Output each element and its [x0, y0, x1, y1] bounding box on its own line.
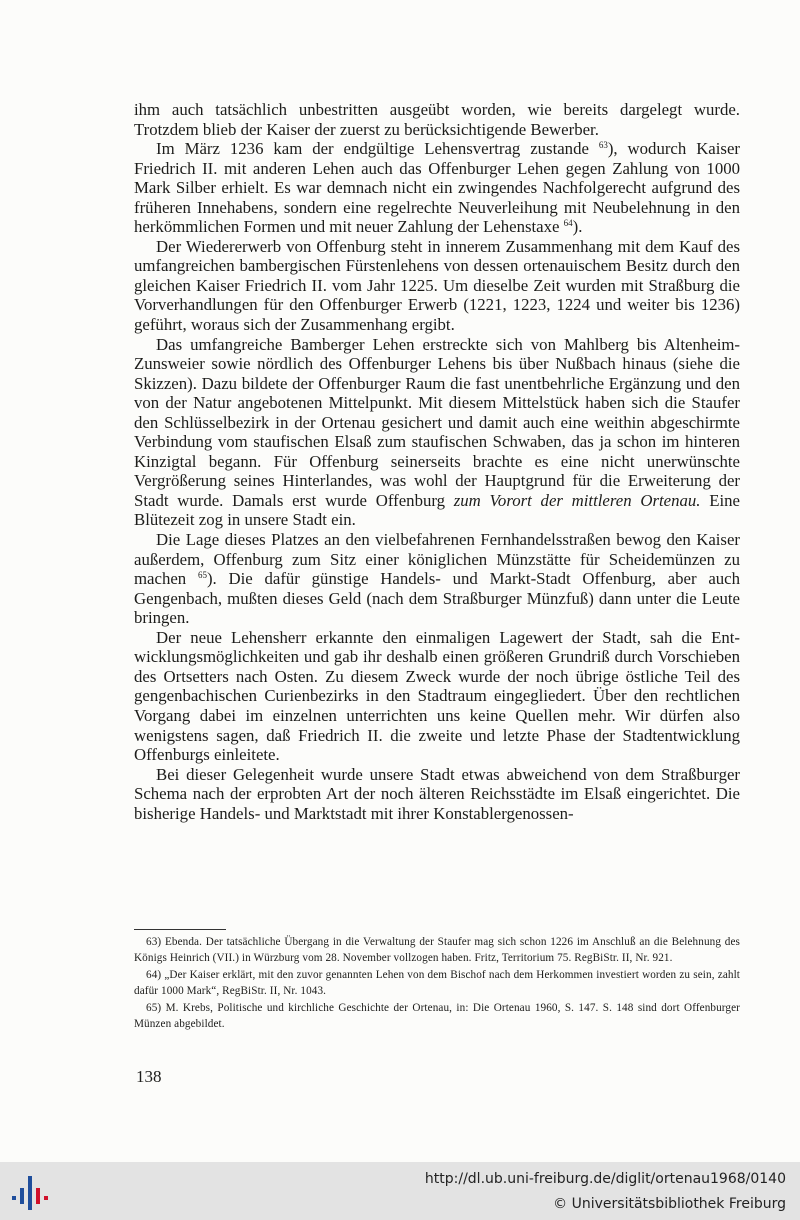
paragraph-text: Der Wiedererwerb von Offenburg steht in innerem Zusammenhang mit dem Kauf des umfangreichen bambergischen Fürstenlehens von dessen ortenauischem Besitz durch den gleichen Kaiser Friedrich II. vom Jahr 1225. Um dieselbe Zeit wurden mit Straßburg die Vorverhandlungen für den Offenburger Erwerb (1221, 1223, 1224 und weiter bis 1236) geführt, woraus sich der Zusammenhang ergibt. [134, 236, 740, 335]
footnotes [134, 935, 740, 1035]
footnote-reference: 65 [197, 570, 207, 581]
footnote: 64) „Der Kaiser erklärt, mit den zuvor genannten Lehen von dem Bischof nach dem Herkommen investiert worden zu sein, zahlt dafür 1000 Mark“, RegBiStr. II, Nr. 1043. [134, 969, 740, 997]
paragraph-text: ). Die dafür günstige Handels- und Markt-Stadt Offenburg, aber auch Gengenbach, mußten dieses Geld (nach dem Straßburger Münzfuß) dann unter die Leute bringen. [134, 569, 740, 628]
paragraph [134, 237, 740, 335]
viewer-footer [0, 1162, 800, 1220]
footnote-reference: 64 [563, 218, 573, 229]
footnote: 63) Ebenda. Der tatsächliche Übergang in die Verwaltung der Staufer mag sich schon 1226 im Anschluß an die Belehnung des Königs Heinrich (VII.) in Würzburg vom 28. November vollzogen haben. Fritz, Territorium 75. RegBiStr. II, Nr. 921. [134, 936, 740, 964]
permalink-url[interactable]: http://dl.ub.uni-freiburg.de/diglit/ortenau1968/0140 [424, 1171, 786, 1187]
main-text [134, 100, 740, 823]
paragraph-text: ihm auch tatsächlich unbestritten ausgeübt worden, wie bereits dargelegt wurde. Trotzdem blieb der Kaiser der zuerst zu berücksichtigende Bewerber. [134, 100, 740, 139]
footnote-reference: 63 [598, 140, 608, 151]
footnote-separator [134, 929, 226, 930]
copyright-notice: © Universitätsbibliothek Freiburg [553, 1196, 786, 1212]
paragraph [134, 139, 740, 237]
paragraph-text: ), wodurch Kaiser Friedrich II. mit anderen Lehen auch das Offenburger Lehen gegen Zahlung von 1000 Mark Silber erhielt. Es war demnach nicht ein zwingendes Nachfolgerecht aufgrund des früheren Innehabens, sondern eine regelrechte Neuverleihung mit Neubelehnung in den herkömmlichen Formen und mit neuer Zahlung der Lehenstaxe [134, 139, 740, 237]
paragraph [134, 335, 740, 530]
paragraph-text: Bei dieser Gelegenheit wurde unsere Stadt etwas abweichend von dem Straßburger Schema nach der erprobten Art der noch älteren Reichsstädte im Elsaß eingerichtet. Die bisherige Handels- und Marktstadt mit ihrer Konstablergenossen- [134, 764, 740, 823]
page-number: 138 [136, 1067, 162, 1086]
emphasis-text: zum Vorort der mittleren Ortenau. [453, 490, 701, 510]
paragraph-text: ). [572, 217, 583, 237]
paragraph-text: Im März 1236 kam der endgültige Lehensvertrag zustande [156, 139, 599, 159]
ub-freiburg-logo-icon [8, 1170, 52, 1214]
paragraph [134, 530, 740, 628]
footnote: 65) M. Krebs, Politische und kirchliche Geschichte der Ortenau, in: Die Ortenau 1960, S. 147. S. 148 sind dort Offenburger Münzen abgebildet. [134, 1002, 740, 1030]
paragraph-text: Eine Blütezeit zog in unsere Stadt ein. [134, 490, 740, 530]
paragraph-text: Die Lage dieses Platzes an den vielbefahrenen Fernhandelsstraßen bewog den Kaiser außerdem, Offenburg zum Sitz einer königlichen Münzstätte für Scheidemünzen zu machen [134, 530, 740, 589]
paragraph-text: Der neue Lehensherr erkannte den einmaligen Lagewert der Stadt, sah die Entwicklungsmöglichkeiten und gab ihr deshalb einen größeren Grundriß durch Vorschieben des Ortsetters nach Osten. Zu diesem Zweck wurde der noch übrige östliche Teil des gengenbachischen Curienbezirks in den Stadtraum eingegliedert. Über den rechtlichen Vorgang dabei im einzelnen unterrichten uns keine Quellen mehr. Wir dürfen also wenigstens sagen, daß Friedrich II. die zweite und letzte Phase der Stadtentwicklung Offenburgs einleitete. [134, 627, 740, 765]
paragraph [134, 628, 740, 765]
paragraph-text: Das umfangreiche Bamberger Lehen erstreckte sich von Mahlberg bis Altenheim-Zunsweier sowie nördlich des Offenburger Lehens bis über Nußbach hinaus (siehe die Skizzen). Dazu bildete der Offenburger Raum die fast unentbehrliche Ergänzung und den von der Natur angebotenen Mittelpunkt. Mit diesem Mittelstück haben sich die Staufer den Schlüsselbezirk in der Ortenau gesichert und damit auch eine weithin abgeschirmte Verbindung vom staufischen Elsaß zum staufischen Schwaben, das ja schon im hinteren Kinzigtal begann. Für Offenburg seinerseits brachte es eine nicht unerwünschte Vergrößerung seines Hinterlandes, was wohl der Hauptgrund für die Erweiterung der Stadt wurde. Damals erst wurde Offenburg [134, 334, 740, 510]
paragraph [134, 765, 740, 824]
paragraph [134, 100, 740, 139]
